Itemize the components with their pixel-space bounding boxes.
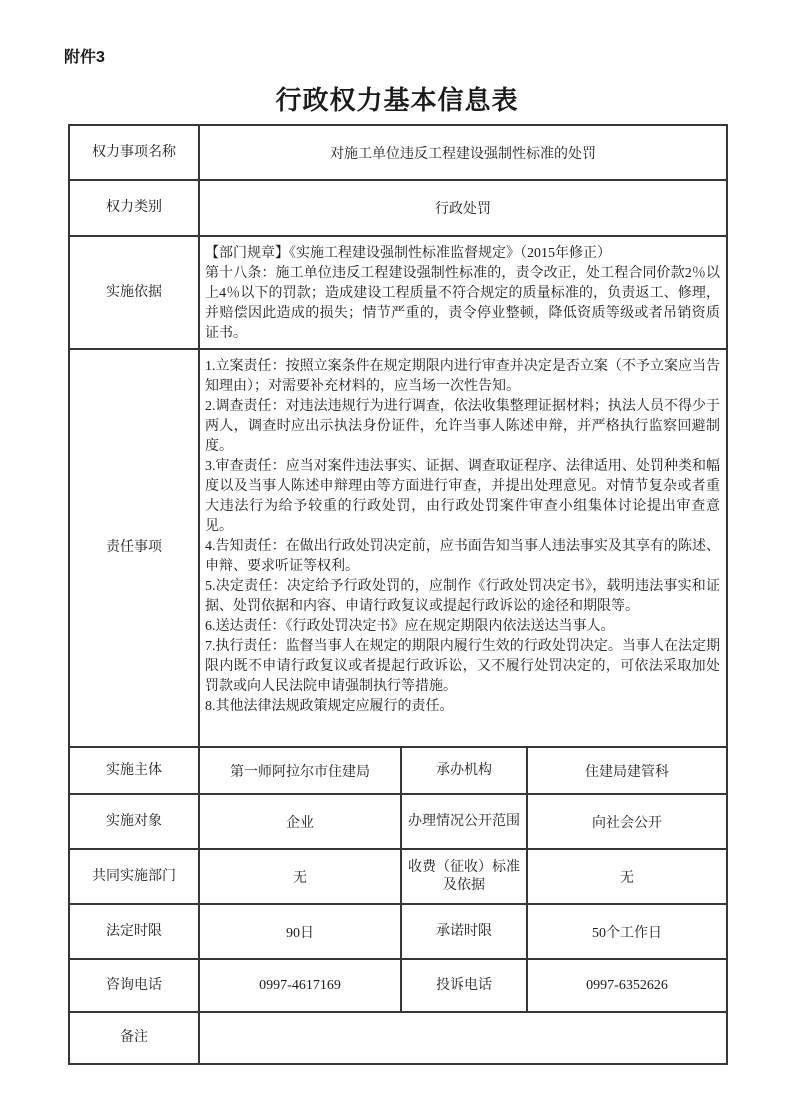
table-row [69, 849, 727, 904]
attachment-label: 附件3 [64, 49, 105, 66]
table-row [69, 959, 727, 1012]
responsibility-item: 2.调查责任：对违法违规行为进行调查，依法收集整理证据材料；执法人员不得少于两人，调查时应出示执法身份证件，允许当事人陈述申辩，并严格执行监察回避制度。 [205, 399, 720, 454]
handling-agency-label: 承办机构 [401, 747, 527, 794]
disclosure-scope-label: 办理情况公开范围 [401, 794, 527, 849]
remarks-label: 备注 [69, 1012, 199, 1064]
responsibility-item: 6.送达责任：《行政处罚决定书》应在规定期限内依法送达当事人。 [205, 619, 615, 634]
table-row [69, 1012, 727, 1064]
responsibility-item: 7.执行责任：监督当事人在规定的期限内履行生效的行政处罚决定。当事人在法定期限内既不申请行政复议或者提起行政诉讼，又不履行处罚决定的，可依法采取加处罚款或向人民法院申请强制执行等措施。 [205, 639, 720, 694]
implementing-body-value: 第一师阿拉尔市住建局 [199, 747, 401, 794]
table-row [69, 180, 727, 236]
power-category-value: 行政处罚 [199, 180, 727, 236]
responsibility-item: 4.告知责任：在做出行政处罚决定前，应书面告知当事人违法事实及其享有的陈述、申辩、要求听证等权利。 [205, 539, 720, 574]
implementation-basis-label: 实施依据 [69, 236, 199, 349]
basis-line: 【部门规章】《实施工程建设强制性标准监督规定》（2015年修正） [205, 246, 611, 261]
responsibility-items-label: 责任事项 [69, 349, 199, 747]
responsibility-item: 3.审查责任：应当对案件违法事实、证据、调查取证程序、法律适用、处罚种类和幅度以及当事人陈述申辩理由等方面进行审查，并提出处理意见。对情节复杂或者重大违法行为给予较重的行政处罚，由行政处罚案件审查小组集体讨论提出审查意见。 [205, 459, 720, 534]
page-title: 行政权力基本信息表 [275, 86, 519, 115]
promised-time-limit-label: 承诺时限 [401, 904, 527, 959]
table-row [69, 125, 727, 180]
implementation-target-value: 企业 [199, 794, 401, 849]
implementing-body-label: 实施主体 [69, 747, 199, 794]
implementation-target-label: 实施对象 [69, 794, 199, 849]
power-item-name-label: 权力事项名称 [69, 125, 199, 180]
implementation-basis-content [199, 236, 727, 349]
statutory-time-limit-value: 90日 [199, 904, 401, 959]
disclosure-scope-value: 向社会公开 [527, 794, 727, 849]
table-row [69, 747, 727, 794]
table-row [69, 794, 727, 849]
promised-time-limit-value: 50个工作日 [527, 904, 727, 959]
consultation-phone-value: 0997-4617169 [199, 959, 401, 1012]
joint-departments-value: 无 [199, 849, 401, 904]
complaint-phone-value: 0997-6352626 [527, 959, 727, 1012]
statutory-time-limit-label: 法定时限 [69, 904, 199, 959]
fee-standard-label: 收费（征收）标准及依据 [401, 849, 527, 904]
consultation-phone-label: 咨询电话 [69, 959, 199, 1012]
power-category-label: 权力类别 [69, 180, 199, 236]
complaint-phone-label: 投诉电话 [401, 959, 527, 1012]
remarks-value [199, 1012, 727, 1064]
responsibility-item: 5.决定责任：决定给予行政处罚的，应制作《行政处罚决定书》，载明违法事实和证据、处罚依据和内容、申请行政复议或提起行政诉讼的途径和期限等。 [205, 579, 720, 614]
responsibility-item: 8.其他法律法规政策规定应履行的责任。 [205, 699, 454, 714]
table-row [69, 236, 727, 349]
power-item-name-value: 对施工单位违反工程建设强制性标准的处罚 [199, 125, 727, 180]
handling-agency-value: 住建局建管科 [527, 747, 727, 794]
basis-line: 第十八条：施工单位违反工程建设强制性标准的，责令改正，处工程合同价款2％以上4％以下的罚款；造成建设工程质量不符合规定的质量标准的，负责返工、修理，并赔偿因此造成的损失；情节严重的，责令停业整顿，降低资质等级或者吊销资质证书。 [205, 266, 720, 341]
table-row [69, 349, 727, 747]
fee-standard-value: 无 [527, 849, 727, 904]
responsibility-item: 1.立案责任：按照立案条件在规定期限内进行审查并决定是否立案（不予立案应当告知理由）；对需要补充材料的，应当场一次性告知。 [205, 359, 720, 394]
joint-departments-label: 共同实施部门 [69, 849, 199, 904]
table-row [69, 904, 727, 959]
responsibility-items-content [199, 349, 727, 747]
admin-power-info-table [68, 124, 728, 1065]
